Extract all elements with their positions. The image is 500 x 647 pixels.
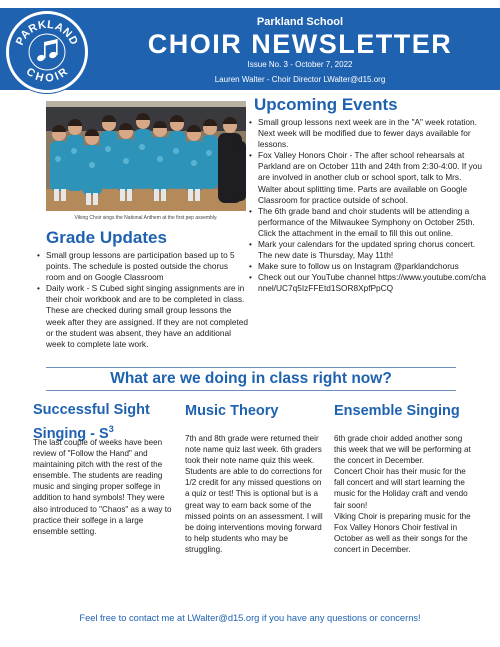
divider-top [46,367,456,368]
upcoming-events-list [248,117,486,295]
upcoming-events-heading: Upcoming Events [254,95,398,114]
ensemble-singing-text: 6th grade choir added another song this week that we will be performing at the concert in December. Concert Choir has their music for the fall concert and will start learning the music for the Holiday craft and vendo fair soon! Viking Choir is preparing music for the Fox Valley Honors Choir festival in October as well as their songs for the concert in December. [334,434,471,554]
list-item: • Daily work - S Cubed sight singing assignments are in their choir workbook and are to be completed in class. These are checked during small group lessons the week after they are assigned. If they are not completed or the student was absent, they have an additional week to complete late work. [36,283,248,350]
contact-footer: Feel free to contact me at LWalter@d15.org if you have any questions or concerns! [79,613,421,623]
sight-singing-text: The last couple of weeks have been review of "Follow the Hand" and maintaining pitch with the rest of the ensemble. The students are reading music and singing proper solfege in addition to hand symbols! They were also introduced to "Chaos" as a way to practice their solfege in a large ensemble setting. [33,438,172,536]
ensemble-singing-heading: Ensemble Singing [334,403,460,419]
list-item: • Mark your calendars for the updated spring chorus concert. The new date is Thursday, May 11th! [248,239,486,261]
class-activity-heading: What are we doing in class right now? [110,370,392,387]
sight-singing-title: Successful Sight Singing - S [33,402,150,442]
issue-line: Issue No. 3 - October 7, 2022 [247,60,353,69]
list-item: • Small group lessons are participation based up to 5 points. The schedule is posted outside the chorus room and on Google Classroom [36,250,248,283]
music-theory-heading: Music Theory [185,403,279,419]
logo-bottom-text: CHOIR [23,65,71,85]
director-line: Lauren Walter - Choir Director LWalter@d15.org [214,75,386,84]
logo-top-text: PARKLAND [13,18,81,48]
list-item: • Make sure to follow us on Instagram @parklandchorus [248,261,486,272]
choir-logo [6,11,88,93]
choir-photo [46,101,246,211]
list-item: • Check out our YouTube channel https://www.youtube.com/channel/UC7q5IzFFEtd1SOR8XpfPpCQ [248,272,486,294]
sight-singing-superscript: 3 [108,424,114,434]
grade-updates-heading: Grade Updates [46,228,167,247]
list-item: • Fox Valley Honors Choir - The after school rehearsals at Parkland are on October 11th and 24th from 2:30-4:00. If you are involved in another club or school sport, talk to Mrs. Walter about splitting time. Parts are available on Google Classroom for practice outside of school. [248,150,486,205]
school-name: Parkland School [256,16,344,28]
divider-bottom [46,390,456,391]
list-item: • The 6th grade band and choir students will be attending a performance of the Milwaukee Symphony on October 25th. Click the attachment in the email to fill this out online. [248,206,486,239]
newsletter-title: CHOIR NEWSLETTER [147,29,453,59]
grade-updates-list [36,250,248,350]
list-item: • Small group lessons next week are in the "A" week rotation. Next week will be modified due to fewer days available for lessons. [248,117,486,150]
music-theory-text: 7th and 8th grade were returned their note name quiz last week. 6th graders took their note name quiz this week. Students are able to do corrections for 1/2 credit for any missed questions on a quiz or test! This is optional but is a great way to earn back some of the missed points on an assessment. I will be doing interventions moving forward to help students who may be struggling. [185,434,323,554]
photo-caption: Viking Choir sings the National Anthem at the first pep assembly. [74,215,218,221]
